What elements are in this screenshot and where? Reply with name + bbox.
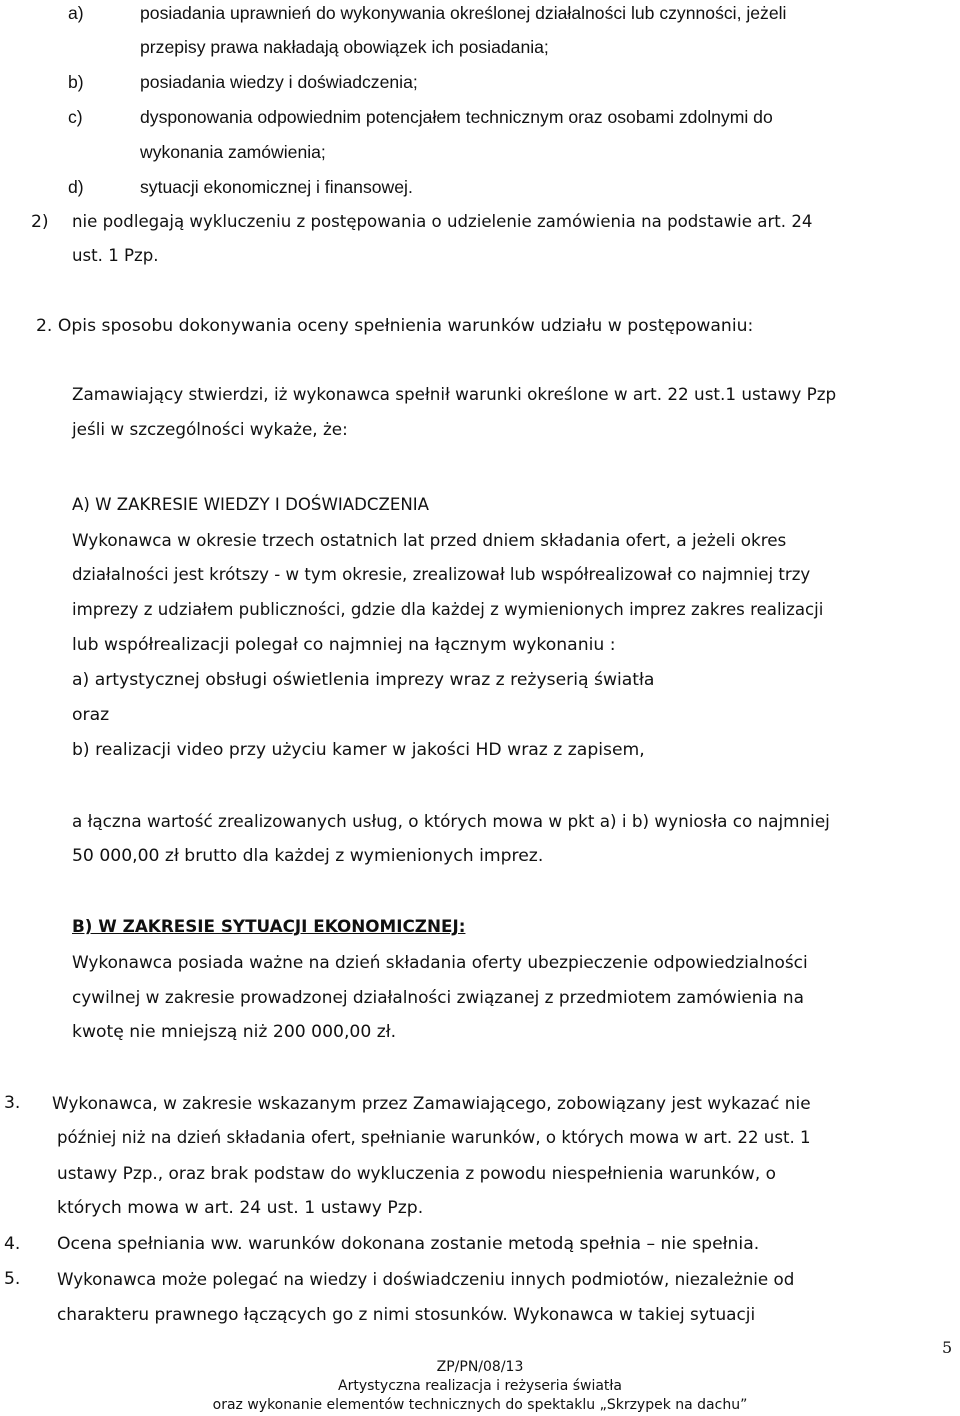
item2-marker: 2): [31, 212, 49, 232]
sectionB-line3: kwotę nie mniejszą niż 200 000,00 zł.: [72, 1022, 397, 1042]
sectionA-line2: działalności jest krótszy - w tym okresie, zrealizował lub współrealizował co najmniej trzy: [72, 565, 811, 584]
sectionA-total-line1: a łączna wartość zrealizowanych usług, o których mowa w pkt a) i b) wyniosła co najmniej: [72, 811, 830, 831]
sectionA-heading: A) W ZAKRESIE WIEDZY I DOŚWIADCZENIA: [72, 495, 429, 514]
item3-line2: później niż na dzień składania ofert, spełnianie warunków, o których mowa w art. 22 ust. 1: [57, 1128, 811, 1147]
item5-line2: charakteru prawnego łączących go z nimi stosunków. Wykonawca w takiej sytuacji: [57, 1304, 756, 1324]
list-item-d-line1: sytuacji ekonomicznej i finansowej.: [140, 177, 413, 197]
sectionB-line1: Wykonawca posiada ważne na dzień składania oferty ubezpieczenie odpowiedzialności: [72, 952, 808, 972]
list-marker-c: c): [68, 107, 83, 127]
item3-line1: Wykonawca, w zakresie wskazanym przez Zamawiającego, zobowiązany jest wykazać nie: [52, 1093, 811, 1113]
item2-line2: ust. 1 Pzp.: [72, 246, 159, 265]
section2-p1-line1: Zamawiający stwierdzi, iż wykonawca spełnił warunki określone w art. 22 ust.1 ustawy Pzp: [72, 384, 837, 404]
item3-line4: których mowa w art. 24 ust. 1 ustawy Pzp.: [57, 1198, 424, 1218]
sectionA-total-line2: 50 000,00 zł brutto dla każdej z wymienionych imprez.: [72, 846, 544, 866]
item2-line1: nie podlegają wykluczeniu z postępowania o udzielenie zamówienia na podstawie art. 24: [72, 212, 813, 231]
list-marker-b: b): [68, 72, 84, 92]
list-item-b-line1: posiadania wiedzy i doświadczenia;: [140, 72, 418, 92]
list-item-a-line1: [140, 2, 958, 24]
footer-ref: ZP/PN/08/13: [436, 1359, 524, 1375]
sectionA-line4: lub współrealizacji polegał co najmniej na łącznym wykonaniu :: [72, 635, 616, 655]
section2-heading: 2. Opis sposobu dokonywania oceny spełnienia warunków udziału w postępowaniu:: [36, 316, 754, 336]
footer-title: Artystyczna realizacja i reżyseria światła: [338, 1378, 622, 1394]
text-span: posiadania uprawnień do wykonywania określonej działalności lub czynności, jeżeli: [140, 3, 787, 23]
list-item-a-line2: przepisy prawa nakładają obowiązek ich posiadania;: [140, 37, 549, 57]
list-item-c-line1: dysponowania odpowiednim potencjałem technicznym oraz osobami zdolnymi do: [140, 107, 773, 127]
item3-line3: ustawy Pzp., oraz brak podstaw do wykluczenia z powodu niespełnienia warunków, o: [57, 1163, 776, 1183]
sectionB-heading: B) W ZAKRESIE SYTUACJI EKONOMICZNEJ:: [72, 916, 466, 936]
sectionA-item-b: b) realizacji video przy użyciu kamer w jakości HD wraz z zapisem,: [72, 740, 645, 760]
item4-marker: 4.: [4, 1234, 21, 1254]
sectionA-line1: Wykonawca w okresie trzech ostatnich lat przed dniem składania ofert, a jeżeli okres: [72, 530, 787, 550]
sectionB-line2: cywilnej w zakresie prowadzonej działalności związanej z przedmiotem zamówienia na: [72, 987, 804, 1007]
footer-subtitle: oraz wykonanie elementów technicznych do spektaklu „Skrzypek na dachu”: [212, 1397, 748, 1413]
item3-marker: 3.: [4, 1093, 21, 1113]
item4-line1: Ocena spełniania ww. warunków dokonana zostanie metodą spełnia – nie spełnia.: [57, 1234, 760, 1254]
section2-p1-line2: jeśli w szczególności wykaże, że:: [72, 419, 348, 439]
item5-marker: 5.: [4, 1269, 21, 1289]
item5-line1: Wykonawca może polegać na wiedzy i doświadczeniu innych podmiotów, niezależnie od: [57, 1269, 795, 1289]
sectionA-oraz: oraz: [72, 705, 110, 725]
sectionA-item-a: a) artystycznej obsługi oświetlenia imprezy wraz z reżyserią światła: [72, 670, 655, 690]
list-marker-d: d): [68, 177, 84, 197]
list-marker-a: a): [68, 3, 84, 23]
page-number: 5: [942, 1338, 953, 1357]
list-item-c-line2: wykonania zamówienia;: [140, 142, 326, 162]
sectionA-line3: imprezy z udziałem publiczności, gdzie dla każdej z wymienionych imprez zakres realizacji: [72, 600, 824, 619]
